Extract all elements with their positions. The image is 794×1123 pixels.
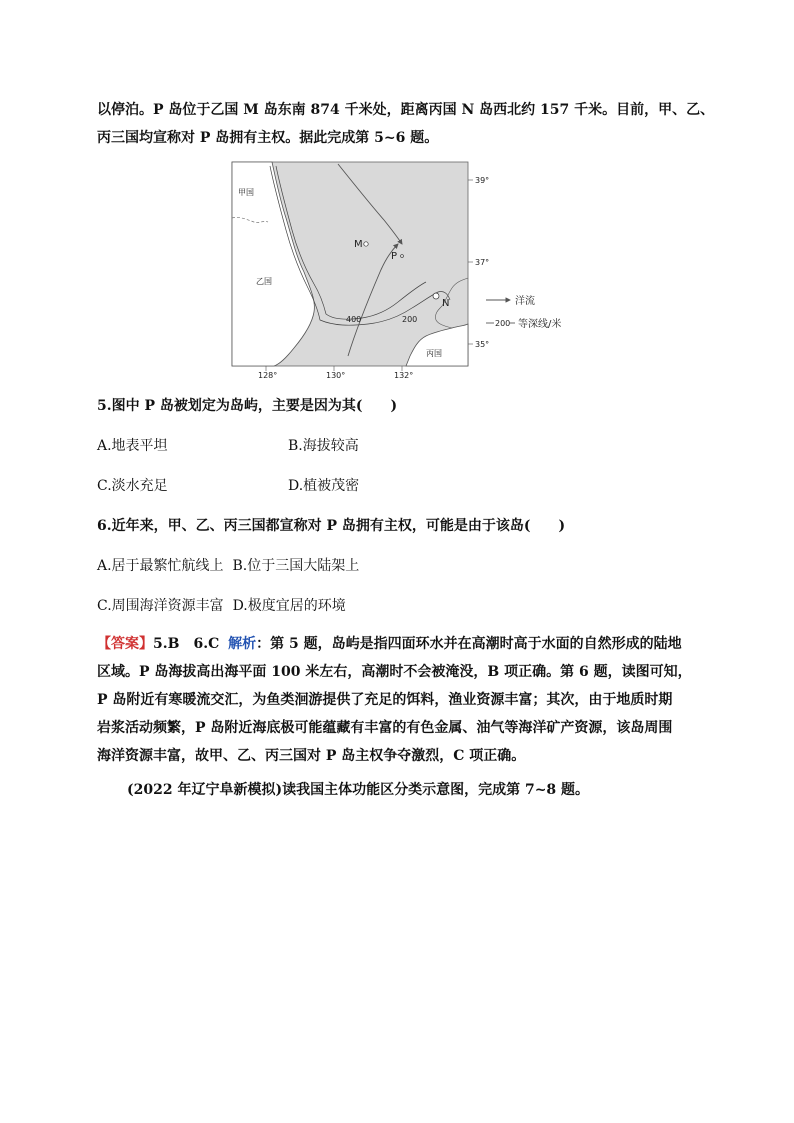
label-lon-132: 132° [394,371,414,380]
label-lat-35: 35° [475,340,490,349]
intro-line-1: 以停泊。P 岛位于乙国 M 岛东南 874 千米处，距离丙国 N 岛西北约 157 千米。目前，甲、乙、 [97,102,715,118]
map-svg [230,160,600,380]
question-6-option-b: B.位于三国大陆架上 [232,558,360,574]
analysis-line-1: ：第 5 题，岛屿是指四面环水并在高潮时高于水面的自然形成的陆地 [256,636,682,652]
analysis-line-4: 岩浆活动频繁，P 岛附近海底极可能蕴藏有丰富的有色金属、油气等海洋矿产资源，该岛周围 [97,720,673,736]
label-m: M [354,239,363,250]
label-lon-128: 128° [258,371,278,380]
label-p: P [391,251,398,262]
question-6-option-ab [97,556,359,576]
answer-value: 5.B 6.C [153,636,220,652]
question-5-option-a: A.地表平坦 [97,438,168,454]
question-6-option-c: C.周围海洋资源丰富 [97,598,224,614]
label-depth-200: 200 [402,315,418,324]
legend-isobath-label: 等深线/米 [518,319,562,330]
question-6-option-a: A.居于最繁忙航线上 [97,558,224,574]
question-5-option-d: D.植被茂密 [288,478,360,494]
map-figure [230,160,600,380]
label-n: N [442,298,450,309]
legend-isobath-value: 200 [495,319,511,328]
intro-line-2: 丙三国均宣称对 P 岛拥有主权。据此完成第 5~6 题。 [97,130,439,146]
label-jia: 甲国 [238,188,254,197]
label-lat-39: 39° [475,176,490,185]
analysis-line-2: 区域。P 岛海拔高出海平面 100 米左右，高潮时不会被淹没，B 项正确。第 6 题，读图可知， [97,664,692,680]
island-p-marker [401,255,404,258]
island-m-marker [364,242,368,246]
label-lon-130: 130° [326,371,346,380]
analysis-tag: 解析 [228,636,257,652]
question-5-stem: 5.图中 P 岛被划定为岛屿，主要是因为其( ) [97,398,398,414]
next-question-intro: (2022 年辽宁阜新模拟)读我国主体功能区分类示意图，完成第 7~8 题。 [127,782,590,798]
answer-line-1 [97,634,682,654]
label-bing: 丙国 [426,349,442,358]
question-5-option-c: C.淡水充足 [97,478,168,494]
question-6-stem: 6.近年来，甲、乙、丙三国都宣称对 P 岛拥有主权，可能是由于该岛( ) [97,518,566,534]
analysis-line-3: P 岛附近有寒暖流交汇，为鱼类洄游提供了充足的饵料，渔业资源丰富；其次，由于地质时期 [97,692,673,708]
answer-tag: 【答案】 [97,636,153,652]
label-yi: 乙国 [256,277,272,286]
question-6-option-cd [97,596,346,616]
question-6-option-d: D.极度宜居的环境 [232,598,346,614]
label-depth-400: 400 [346,315,362,324]
analysis-line-5: 海洋资源丰富，故甲、乙、丙三国对 P 岛主权争夺激烈，C 项正确。 [97,748,526,764]
question-5-option-b: B.海拔较高 [288,438,359,454]
legend-current-label: 洋流 [515,296,535,307]
island-n-marker [433,293,439,299]
label-lat-37: 37° [475,258,490,267]
